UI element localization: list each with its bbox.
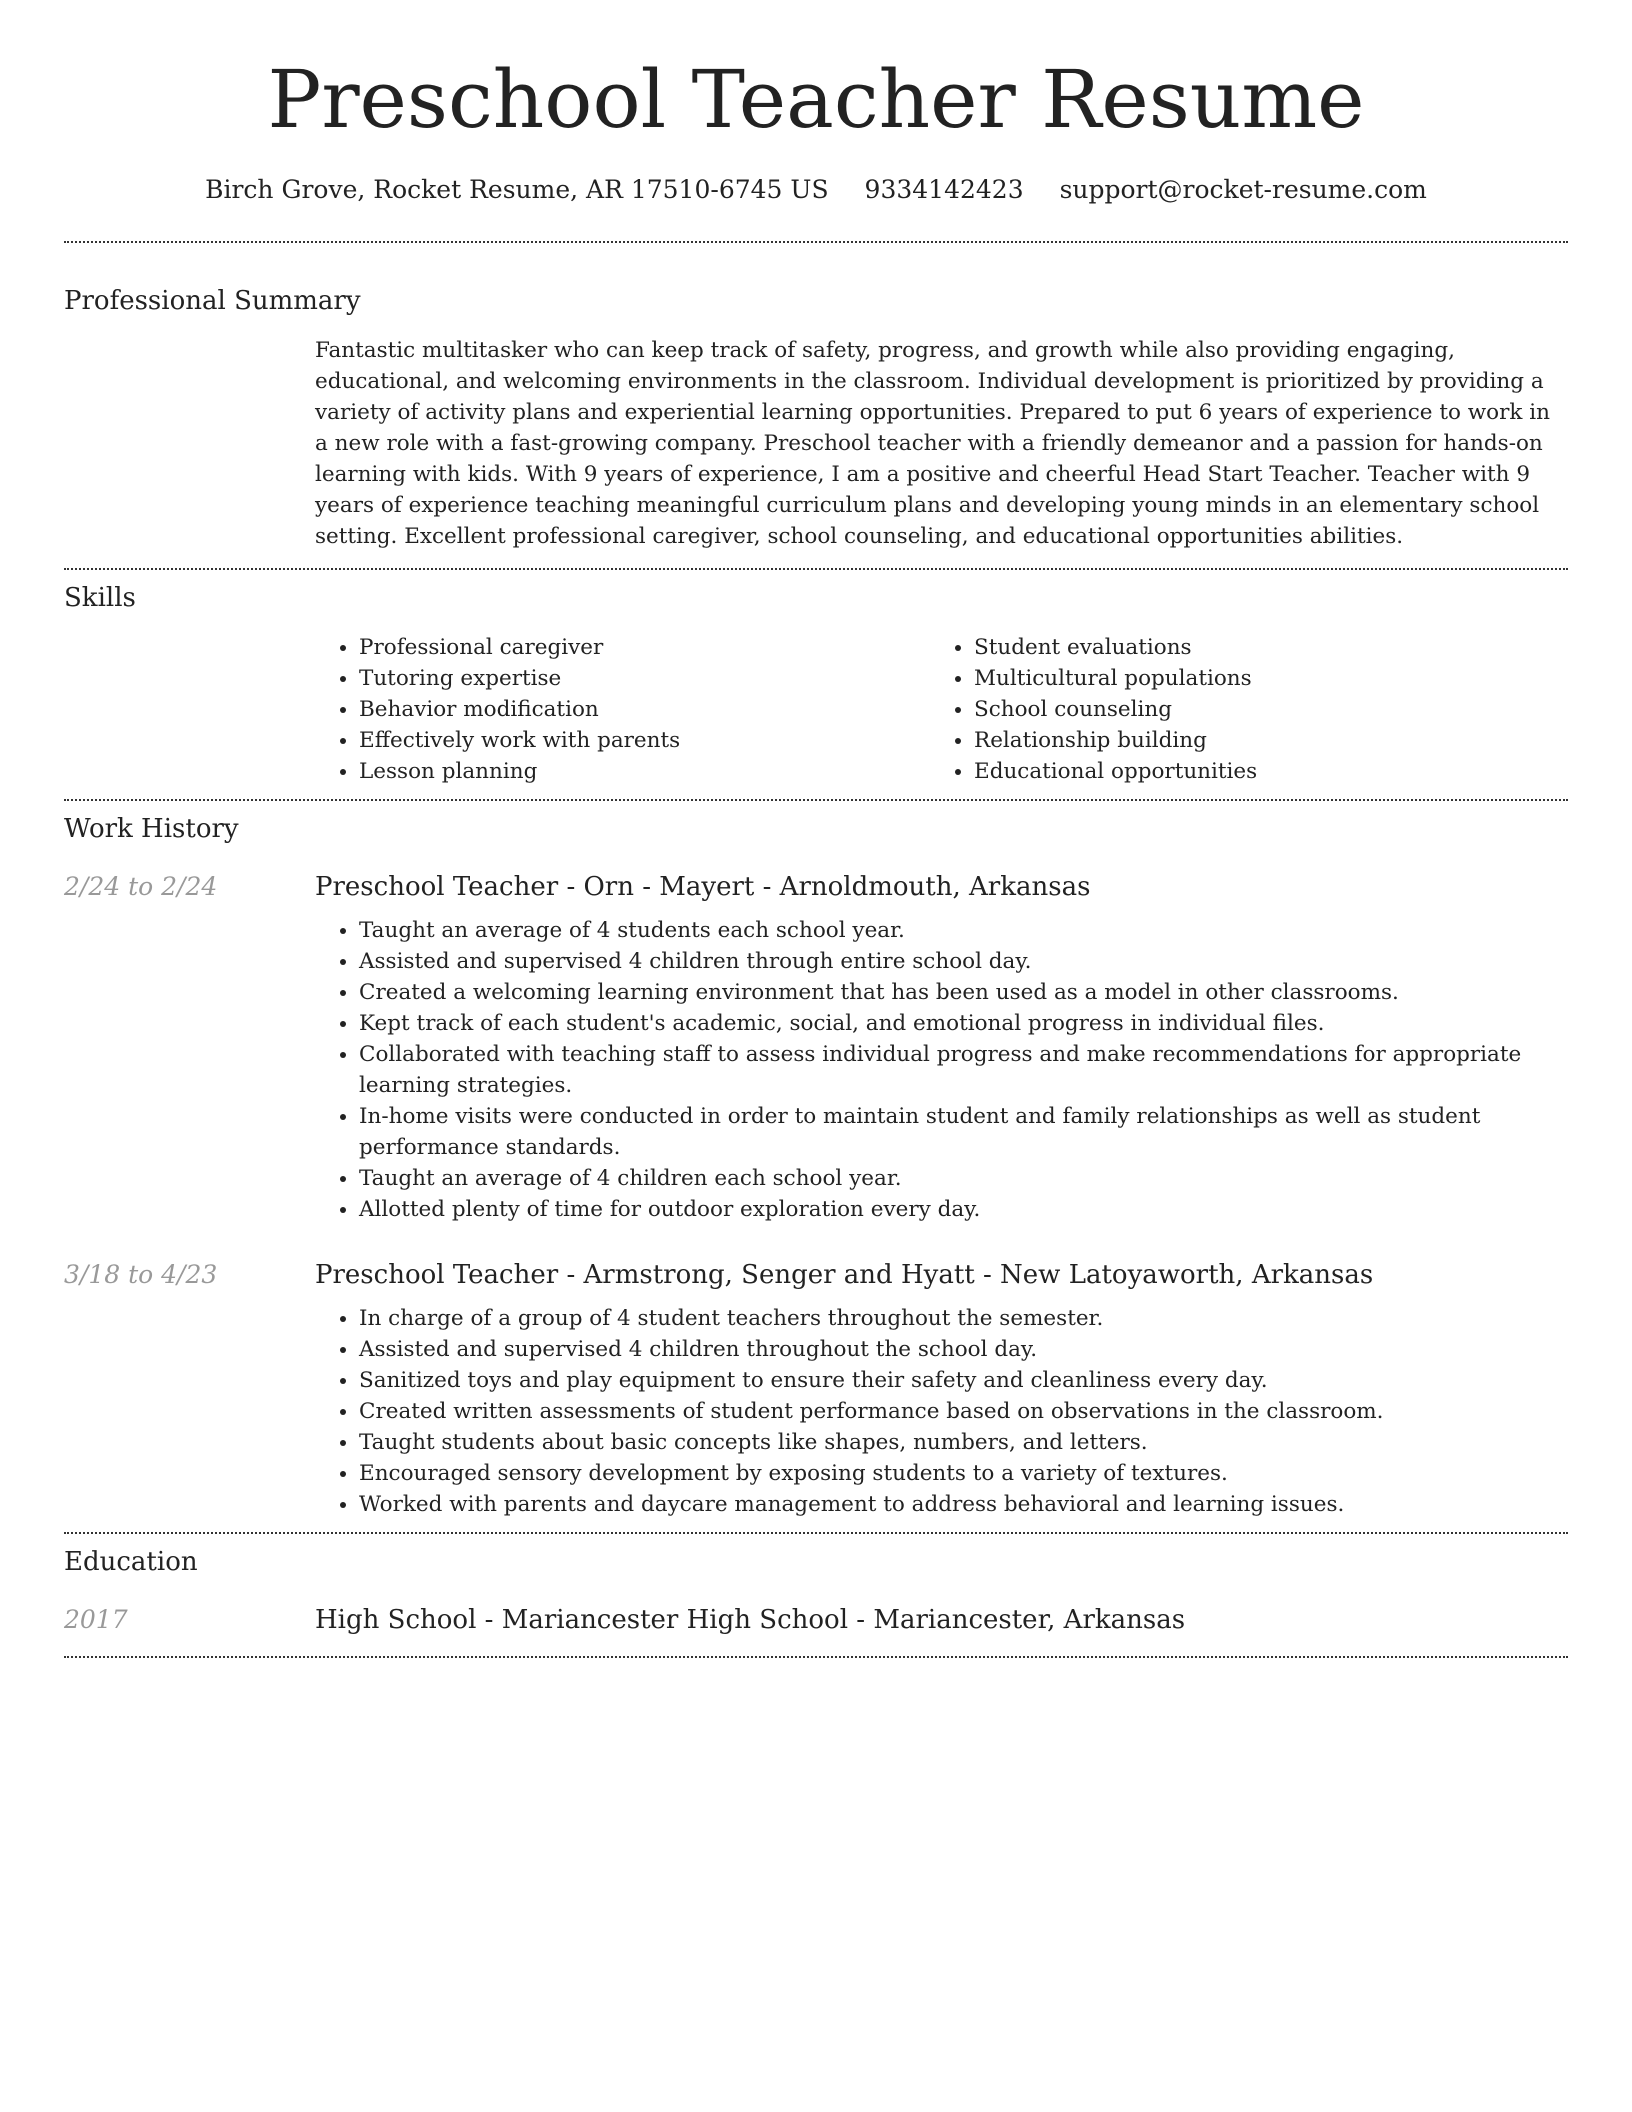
contact-phone: 9334142423 (864, 175, 1024, 204)
job-body (315, 1257, 1568, 1520)
job-bullet: • Created written assessments of student performance based on observations in the classroom. (359, 1396, 1568, 1427)
skill-item: • Lesson planning (359, 756, 930, 787)
skill-item: • Behavior modification (359, 694, 930, 725)
skills-grid (315, 632, 1568, 787)
job-bullet: • Assisted and supervised 4 children through entire school day. (359, 946, 1568, 977)
work-title: Work History (64, 814, 239, 844)
summary-title: Professional Summary (64, 286, 361, 316)
section-divider (64, 1656, 1568, 1658)
skill-item: • Effectively work with parents (359, 725, 930, 756)
skills-left-spacer (64, 632, 315, 787)
job-date: 2/24 to 2/24 (64, 872, 218, 901)
contact-email: support@rocket-resume.com (1059, 175, 1427, 204)
job-date: 3/18 to 4/23 (64, 1260, 218, 1289)
section-divider (64, 568, 1568, 570)
skill-item: • Professional caregiver (359, 632, 930, 663)
job-bullet: • Taught an average of 4 students each school year. (359, 915, 1568, 946)
summary-left-spacer (64, 335, 315, 552)
summary-row (64, 335, 1568, 552)
job-bullet: • Collaborated with teaching staff to assess individual progress and make recommendations for appropriate learning strategies. (359, 1039, 1568, 1101)
education-date: 2017 (64, 1605, 128, 1634)
job-title: Preschool Teacher - Orn - Mayert - Arnoldmouth, Arkansas (315, 872, 1091, 902)
job-bullets (315, 1303, 1568, 1520)
job-title: Preschool Teacher - Armstrong, Senger and Hyatt - New Latoyaworth, Arkansas (315, 1260, 1374, 1290)
job-bullet: • Taught an average of 4 children each school year. (359, 1163, 1568, 1194)
job-body (315, 869, 1568, 1225)
skill-item: • Student evaluations (974, 632, 1545, 663)
skill-item: • School counseling (974, 694, 1545, 725)
skills-list-right (930, 632, 1545, 787)
skills-column-right (930, 632, 1545, 787)
contact-address: Birch Grove, Rocket Resume, AR 17510-6745 US (205, 175, 829, 204)
education-section (64, 1544, 1568, 1638)
job-bullet: • Encouraged sensory development by exposing students to a variety of textures. (359, 1458, 1568, 1489)
summary-section (64, 283, 1568, 552)
resume-name: Preschool Teacher Resume (267, 53, 1365, 146)
job-bullet: • Kept track of each student's academic, social, and emotional progress in individual files. (359, 1008, 1568, 1039)
job-entry (64, 869, 1568, 1225)
summary-text: Fantastic multitasker who can keep track of safety, progress, and growth while also providing engaging, educational, and welcoming environments in the classroom. Individual development is prioritized by providing a variety of activity plans and experiential learning opportunities. Prepared to put 6 years of experience to work in a new role with a fast-growing company. Preschool teacher with a friendly demeanor and a passion for hands-on learning with kids. With 9 years of experience, I am a positive and cheerful Head Start Teacher. Teacher with 9 years of experience teaching meaningful curriculum plans and developing young minds in an elementary school setting. Excellent professional caregiver, school counseling, and educational opportunities abilities. (315, 338, 1550, 549)
education-entry (64, 1602, 1568, 1638)
job-bullet: • Worked with parents and daycare management to address behavioral and learning issues. (359, 1489, 1568, 1520)
skill-item: • Educational opportunities (974, 756, 1545, 787)
summary-body (315, 335, 1568, 552)
section-divider (64, 1532, 1568, 1534)
skills-title: Skills (64, 583, 136, 613)
skills-list-left (315, 632, 930, 787)
skill-item: • Relationship building (974, 725, 1545, 756)
job-bullet: • Created a welcoming learning environment that has been used as a model in other classrooms. (359, 977, 1568, 1008)
section-divider (64, 799, 1568, 801)
contact-line (64, 172, 1568, 208)
education-title-line: High School - Mariancester High School - Mariancester, Arkansas (315, 1605, 1186, 1635)
education-title: Education (64, 1547, 198, 1577)
job-entry (64, 1257, 1568, 1520)
job-bullet: • Taught students about basic concepts like shapes, numbers, and letters. (359, 1427, 1568, 1458)
work-section (64, 811, 1568, 1520)
resume-header (64, 0, 1568, 208)
job-bullets (315, 915, 1568, 1225)
skills-row (64, 632, 1568, 787)
skills-section (64, 580, 1568, 787)
job-bullet: • In charge of a group of 4 student teachers throughout the semester. (359, 1303, 1568, 1334)
skill-item: • Multicultural populations (974, 663, 1545, 694)
skill-item: • Tutoring expertise (359, 663, 930, 694)
job-bullet: • In-home visits were conducted in order to maintain student and family relationships as well as student performance standards. (359, 1101, 1568, 1163)
education-body (315, 1602, 1568, 1638)
job-bullet: • Allotted plenty of time for outdoor exploration every day. (359, 1194, 1568, 1225)
job-bullet: • Sanitized toys and play equipment to ensure their safety and cleanliness every day. (359, 1365, 1568, 1396)
section-divider (64, 241, 1568, 243)
skills-column-left (315, 632, 930, 787)
job-bullet: • Assisted and supervised 4 children throughout the school day. (359, 1334, 1568, 1365)
